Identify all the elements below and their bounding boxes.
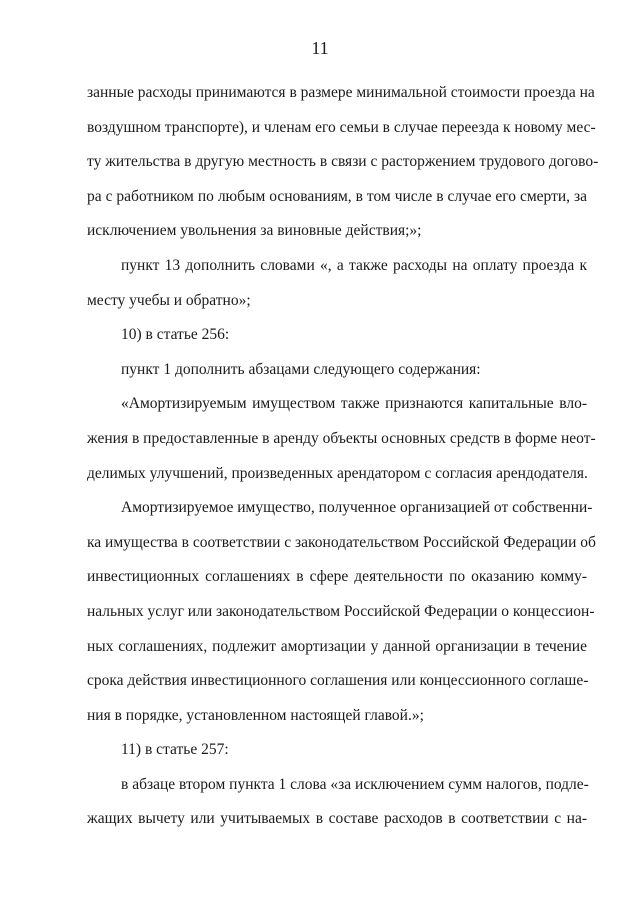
text-line: воздушном транспорте), и членам его семьи в случае переезда к новому мес- — [87, 118, 596, 136]
text-line: 10) в статье 256: — [121, 326, 230, 344]
text-line: месту учебы и обратно»; — [87, 291, 251, 309]
text-line: пункт 1 дополнить абзацами следующего содержания: — [121, 360, 481, 378]
text-line: срока действия инвестиционного соглашения или концессионного соглаше- — [87, 672, 589, 690]
text-line: ка имущества в соответствии с законодательством Российской Федерации об — [87, 533, 596, 551]
text-line: занные расходы принимаются в размере минимальной стоимости проезда на — [87, 84, 595, 101]
text-line: жения в предоставленные в аренду объекты основных средств в форме неот- — [87, 429, 596, 447]
text-line: нальных услуг или законодательством Российской Федерации о концессион- — [87, 602, 595, 620]
text-line: ту жительства в другую местность в связи с расторжением трудового догово- — [87, 153, 599, 171]
text-line: 11) в статье 257: — [121, 741, 229, 759]
text-line: ра с работником по любым основаниям, в том числе в случае его смерти, за — [87, 187, 587, 205]
text-line: в абзаце втором пункта 1 слова «за исключением сумм налогов, подле- — [121, 775, 589, 793]
text-line: «Амортизируемым имуществом также признаются капитальные вло- — [121, 395, 587, 413]
text-line: ния в порядке, установленном настоящей главой.»; — [87, 706, 424, 724]
text-line: жащих вычету или учитываемых в составе расходов в соответствии с на- — [87, 810, 587, 828]
text-line: делимых улучшений, произведенных арендатором с согласия арендодателя. — [87, 464, 588, 482]
text-line: пункт 13 дополнить словами «, а также расходы на оплату проезда к — [121, 256, 587, 274]
text-line: инвестиционных соглашениях в сфере деятельности по оказанию комму- — [87, 568, 587, 586]
text-line: ных соглашениях, подлежит амортизации у данной организации в течение — [87, 637, 587, 655]
text-line: исключением увольнения за виновные действия;»; — [87, 222, 422, 240]
text-line: Амортизируемое имущество, полученное организацией от собственни- — [121, 499, 593, 517]
page-number: 11 — [311, 38, 329, 58]
document-body — [87, 76, 599, 837]
